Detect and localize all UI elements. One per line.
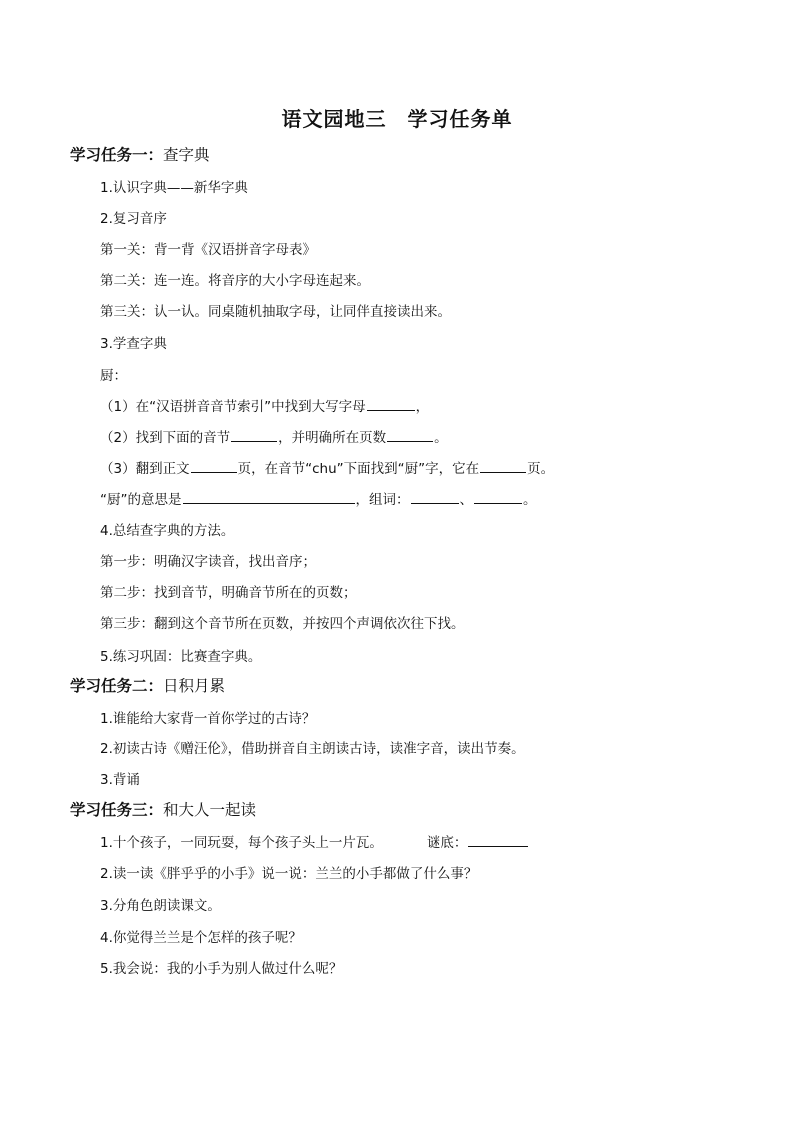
fill-blank[interactable]: [480, 458, 526, 473]
text-segment: （3）翻到正文: [100, 461, 190, 477]
task2-line-3: 3.背诵: [100, 772, 140, 788]
fill-blank[interactable]: [411, 489, 459, 504]
task1-heading: [70, 143, 210, 165]
task1-line-13: 第一步：明确汉字读音，找出音序；: [100, 554, 316, 570]
task3-line-4: 4.你觉得兰兰是个怎样的孩子呢？: [100, 930, 302, 946]
text-segment: 。: [434, 430, 448, 446]
text-segment: “厨”的意思是: [100, 492, 182, 508]
fill-blank[interactable]: [231, 427, 277, 442]
fill-blank[interactable]: [191, 458, 237, 473]
task1-line-15: 第三步：翻到这个音节所在页数，并按四个声调依次往下找。: [100, 616, 465, 632]
task1-heading-label: 学习任务一：: [70, 146, 164, 164]
task1-line-1: 1.认识字典——新华字典: [100, 180, 248, 196]
task3-line-1: [100, 831, 529, 851]
task1-heading-topic: 查字典: [163, 146, 210, 164]
text-segment: 、: [459, 492, 473, 508]
text-segment: 页，在音节“chu”下面找到“厨”字，它在: [237, 461, 480, 477]
task2-heading: [70, 674, 225, 696]
riddle-answer-label: 谜底：: [426, 835, 468, 851]
fill-blank[interactable]: [367, 396, 415, 411]
task1-line-5: 第三关：认一认。同桌随机抽取字母，让同伴直接读出来。: [100, 304, 451, 320]
task2-line-2: 2.初读古诗《赠汪伦》，借助拼音自主朗读古诗，读准字音，读出节奏。: [100, 741, 525, 757]
task1-line-12: 4.总结查字典的方法。: [100, 523, 235, 539]
task3-heading: [70, 798, 256, 820]
task1-line-7: 厨：: [100, 368, 127, 384]
task1-line-9: [100, 426, 448, 446]
task3-line-5: 5.我会说：我的小手为别人做过什么呢？: [100, 961, 343, 977]
task1-line-14: 第二步：找到音节，明确音节所在的页数；: [100, 585, 357, 601]
task1-line-4: 第二关：连一连。将音序的大小字母连起来。: [100, 273, 370, 289]
page-title: 语文园地三 学习任务单: [281, 107, 513, 131]
riddle-text: 1.十个孩子，一同玩耍，每个孩子头上一片瓦。: [100, 835, 383, 851]
text-segment: ，: [415, 399, 430, 415]
text-segment: ，组词：: [355, 492, 410, 508]
task3-line-2: 2.读一读《胖乎乎的小手》说一说：兰兰的小手都做了什么事？: [100, 866, 478, 882]
text-segment: （2）找到下面的音节: [100, 430, 231, 446]
task2-heading-topic: 日积月累: [163, 677, 226, 695]
fill-blank[interactable]: [387, 427, 433, 442]
task1-line-6: 3.学查字典: [100, 336, 167, 352]
task3-heading-topic: 和大人一起读: [163, 801, 257, 819]
task1-line-8: [100, 395, 429, 415]
task1-line-2: 2.复习音序: [100, 211, 167, 227]
task3-line-3: 3.分角色朗读课文。: [100, 898, 221, 914]
task1-line-3: 第一关：背一背《汉语拼音字母表》: [100, 242, 316, 258]
text-segment: ，并明确所在页数: [278, 430, 387, 446]
text-segment: 页。: [527, 461, 555, 477]
task1-line-10: [100, 457, 554, 477]
fill-blank[interactable]: [468, 832, 528, 847]
task1-line-16: 5.练习巩固：比赛查字典。: [100, 649, 262, 665]
task2-line-1: 1.谁能给大家背一首你学过的古诗？: [100, 711, 316, 727]
task1-line-11: [100, 488, 537, 508]
fill-blank[interactable]: [474, 489, 522, 504]
task3-heading-label: 学习任务三：: [70, 801, 164, 819]
fill-blank[interactable]: [183, 489, 355, 504]
text-segment: （1）在“汉语拼音音节索引”中找到大写字母: [100, 399, 366, 415]
text-segment: 。: [523, 492, 537, 508]
task2-heading-label: 学习任务二：: [70, 677, 164, 695]
